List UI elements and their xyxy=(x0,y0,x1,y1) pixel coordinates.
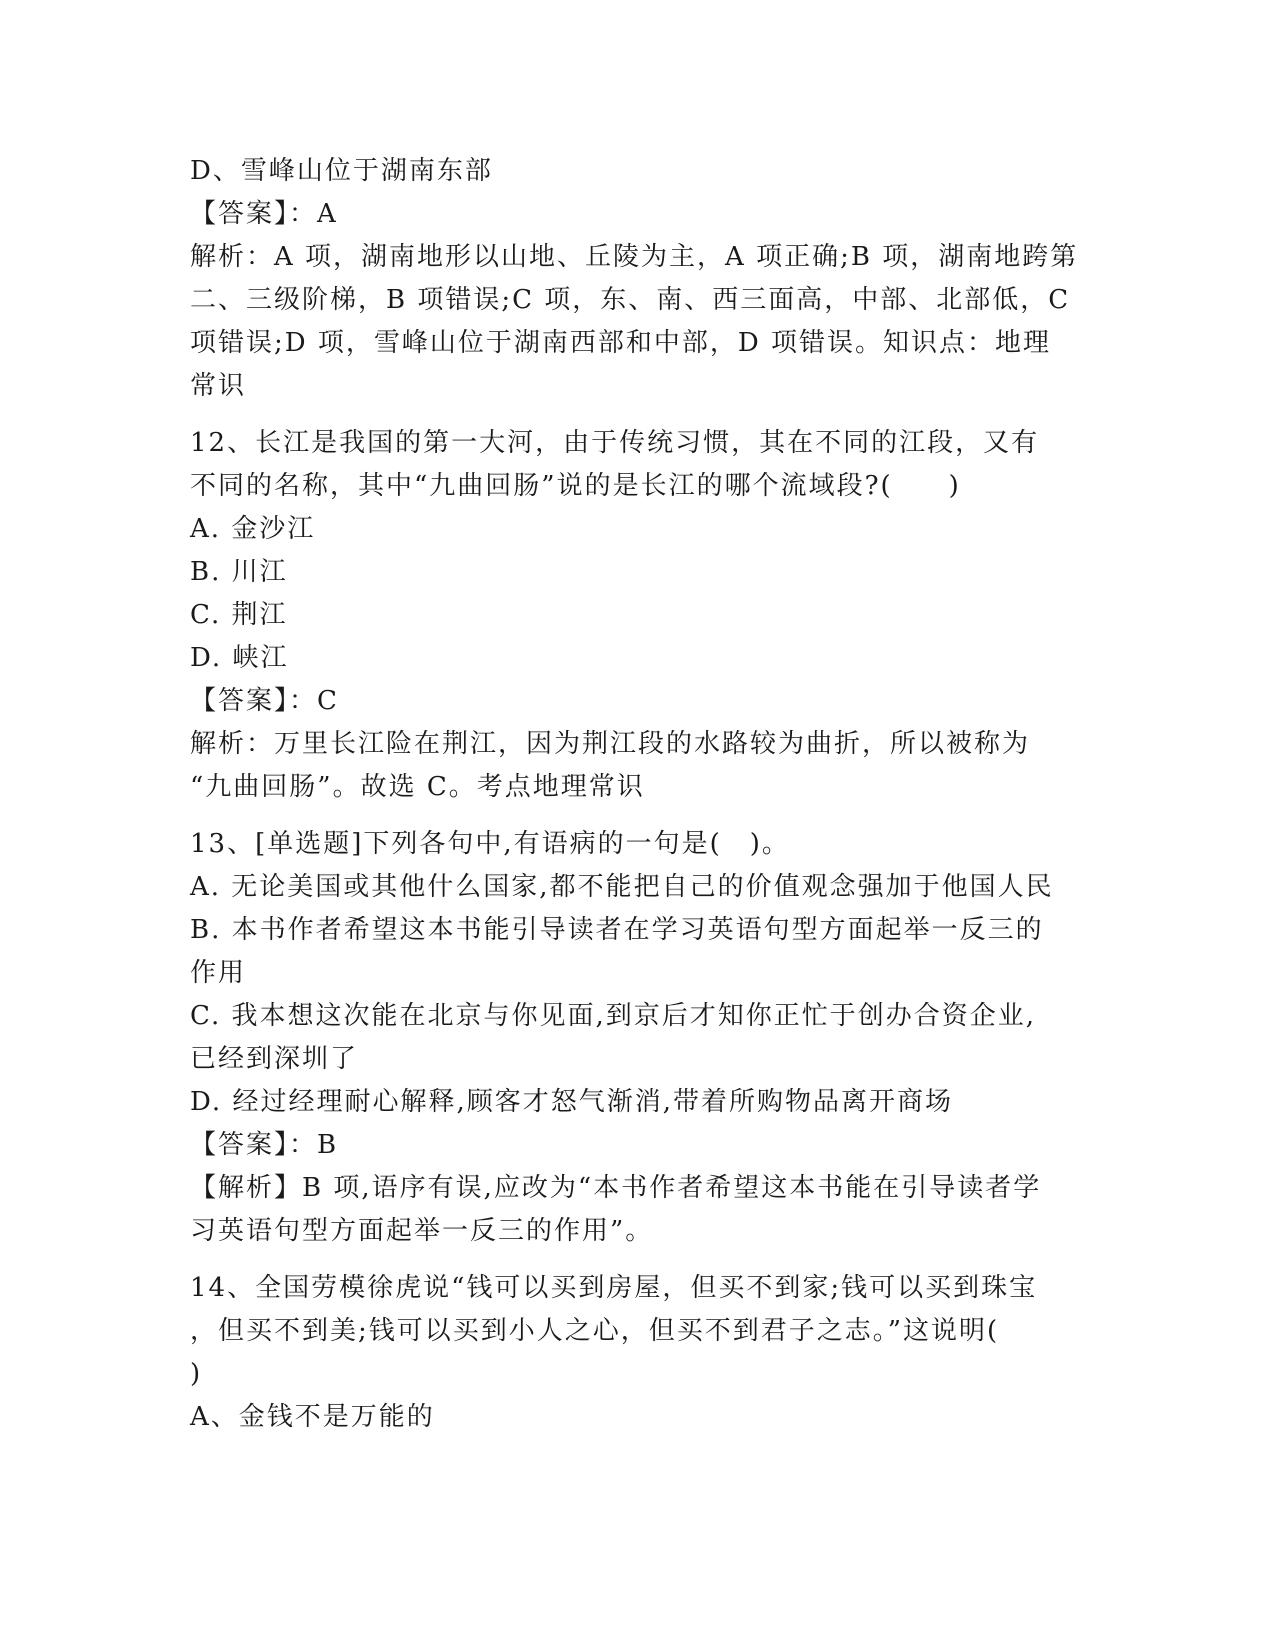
q11-analysis-line: 项错误;D 项，雪峰山位于湖南西部和中部，D 项错误。知识点：地理 xyxy=(190,328,1051,358)
q12-question-line: 不同的名称，其中“九曲回肠”说的是长江的哪个流域段?( ) xyxy=(190,471,961,501)
q12-option-c: C. 荆江 xyxy=(190,600,288,630)
q11-analysis-line: 解析：A 项，湖南地形以山地、丘陵为主，A 项正确;B 项，湖南地跨第 xyxy=(190,242,1079,272)
q13-option-line: A. 无论美国或其他什么国家,都不能把自己的价值观念强加于他国人民 xyxy=(190,872,1054,902)
q14-question-line: ，但买不到美;钱可以买到小人之心，但买不到君子之志。”这说明( xyxy=(190,1316,1000,1346)
q11-option-d: D、雪峰山位于湖南东部 xyxy=(190,156,493,186)
q13-option-line: C. 我本想这次能在北京与你见面,到京后才知你正忙于创办合资企业, xyxy=(190,1001,1037,1031)
q13-analysis-line: 习英语句型方面起举一反三的作用”。 xyxy=(190,1216,654,1246)
q11-answer: 【答案】：A xyxy=(190,199,338,229)
spacer xyxy=(190,809,1090,823)
q14-question-line: ) xyxy=(190,1359,203,1389)
q12-question-line: 12、长江是我国的第一大河，由于传统习惯，其在不同的江段，又有 xyxy=(190,428,1040,458)
q13-option-line: 作用 xyxy=(190,958,247,988)
q12-analysis-line: 解析：万里长江险在荆江，因为荆江段的水路较为曲折，所以被称为 xyxy=(190,729,1031,759)
q14-option-a: A、金钱不是万能的 xyxy=(190,1402,435,1432)
q12-analysis-line: “九曲回肠”。故选 C。考点地理常识 xyxy=(190,772,645,802)
q11-analysis-line: 二、三级阶梯，B 项错误;C 项，东、南、西三面高，中部、北部低，C xyxy=(190,285,1071,315)
q12-answer: 【答案】：C xyxy=(190,686,339,716)
q13-option-line: 已经到深圳了 xyxy=(190,1044,359,1074)
q12-option-d: D. 峡江 xyxy=(190,643,289,673)
q14-question-line: 14、全国劳模徐虎说“钱可以买到房屋，但买不到家;钱可以买到珠宝 xyxy=(190,1273,1038,1303)
spacer xyxy=(190,408,1090,422)
q13-question: 13、[单选题]下列各句中,有语病的一句是( )。 xyxy=(190,829,790,859)
q11-analysis-line: 常识 xyxy=(190,371,247,401)
q12-option-a: A. 金沙江 xyxy=(190,514,316,544)
q13-option-line: D. 经过经理耐心解释,顾客才怒气渐消,带着所购物品离开商场 xyxy=(190,1087,953,1117)
page-content xyxy=(190,150,1090,1439)
spacer xyxy=(190,1253,1090,1267)
q13-answer: 【答案】：B xyxy=(190,1130,339,1160)
q13-analysis-line: 【解析】B 项,语序有误,应改为“本书作者希望这本书能在引导读者学 xyxy=(190,1173,1042,1203)
q12-option-b: B. 川江 xyxy=(190,557,288,587)
q13-option-line: B. 本书作者希望这本书能引导读者在学习英语句型方面起举一反三的 xyxy=(190,915,1044,945)
